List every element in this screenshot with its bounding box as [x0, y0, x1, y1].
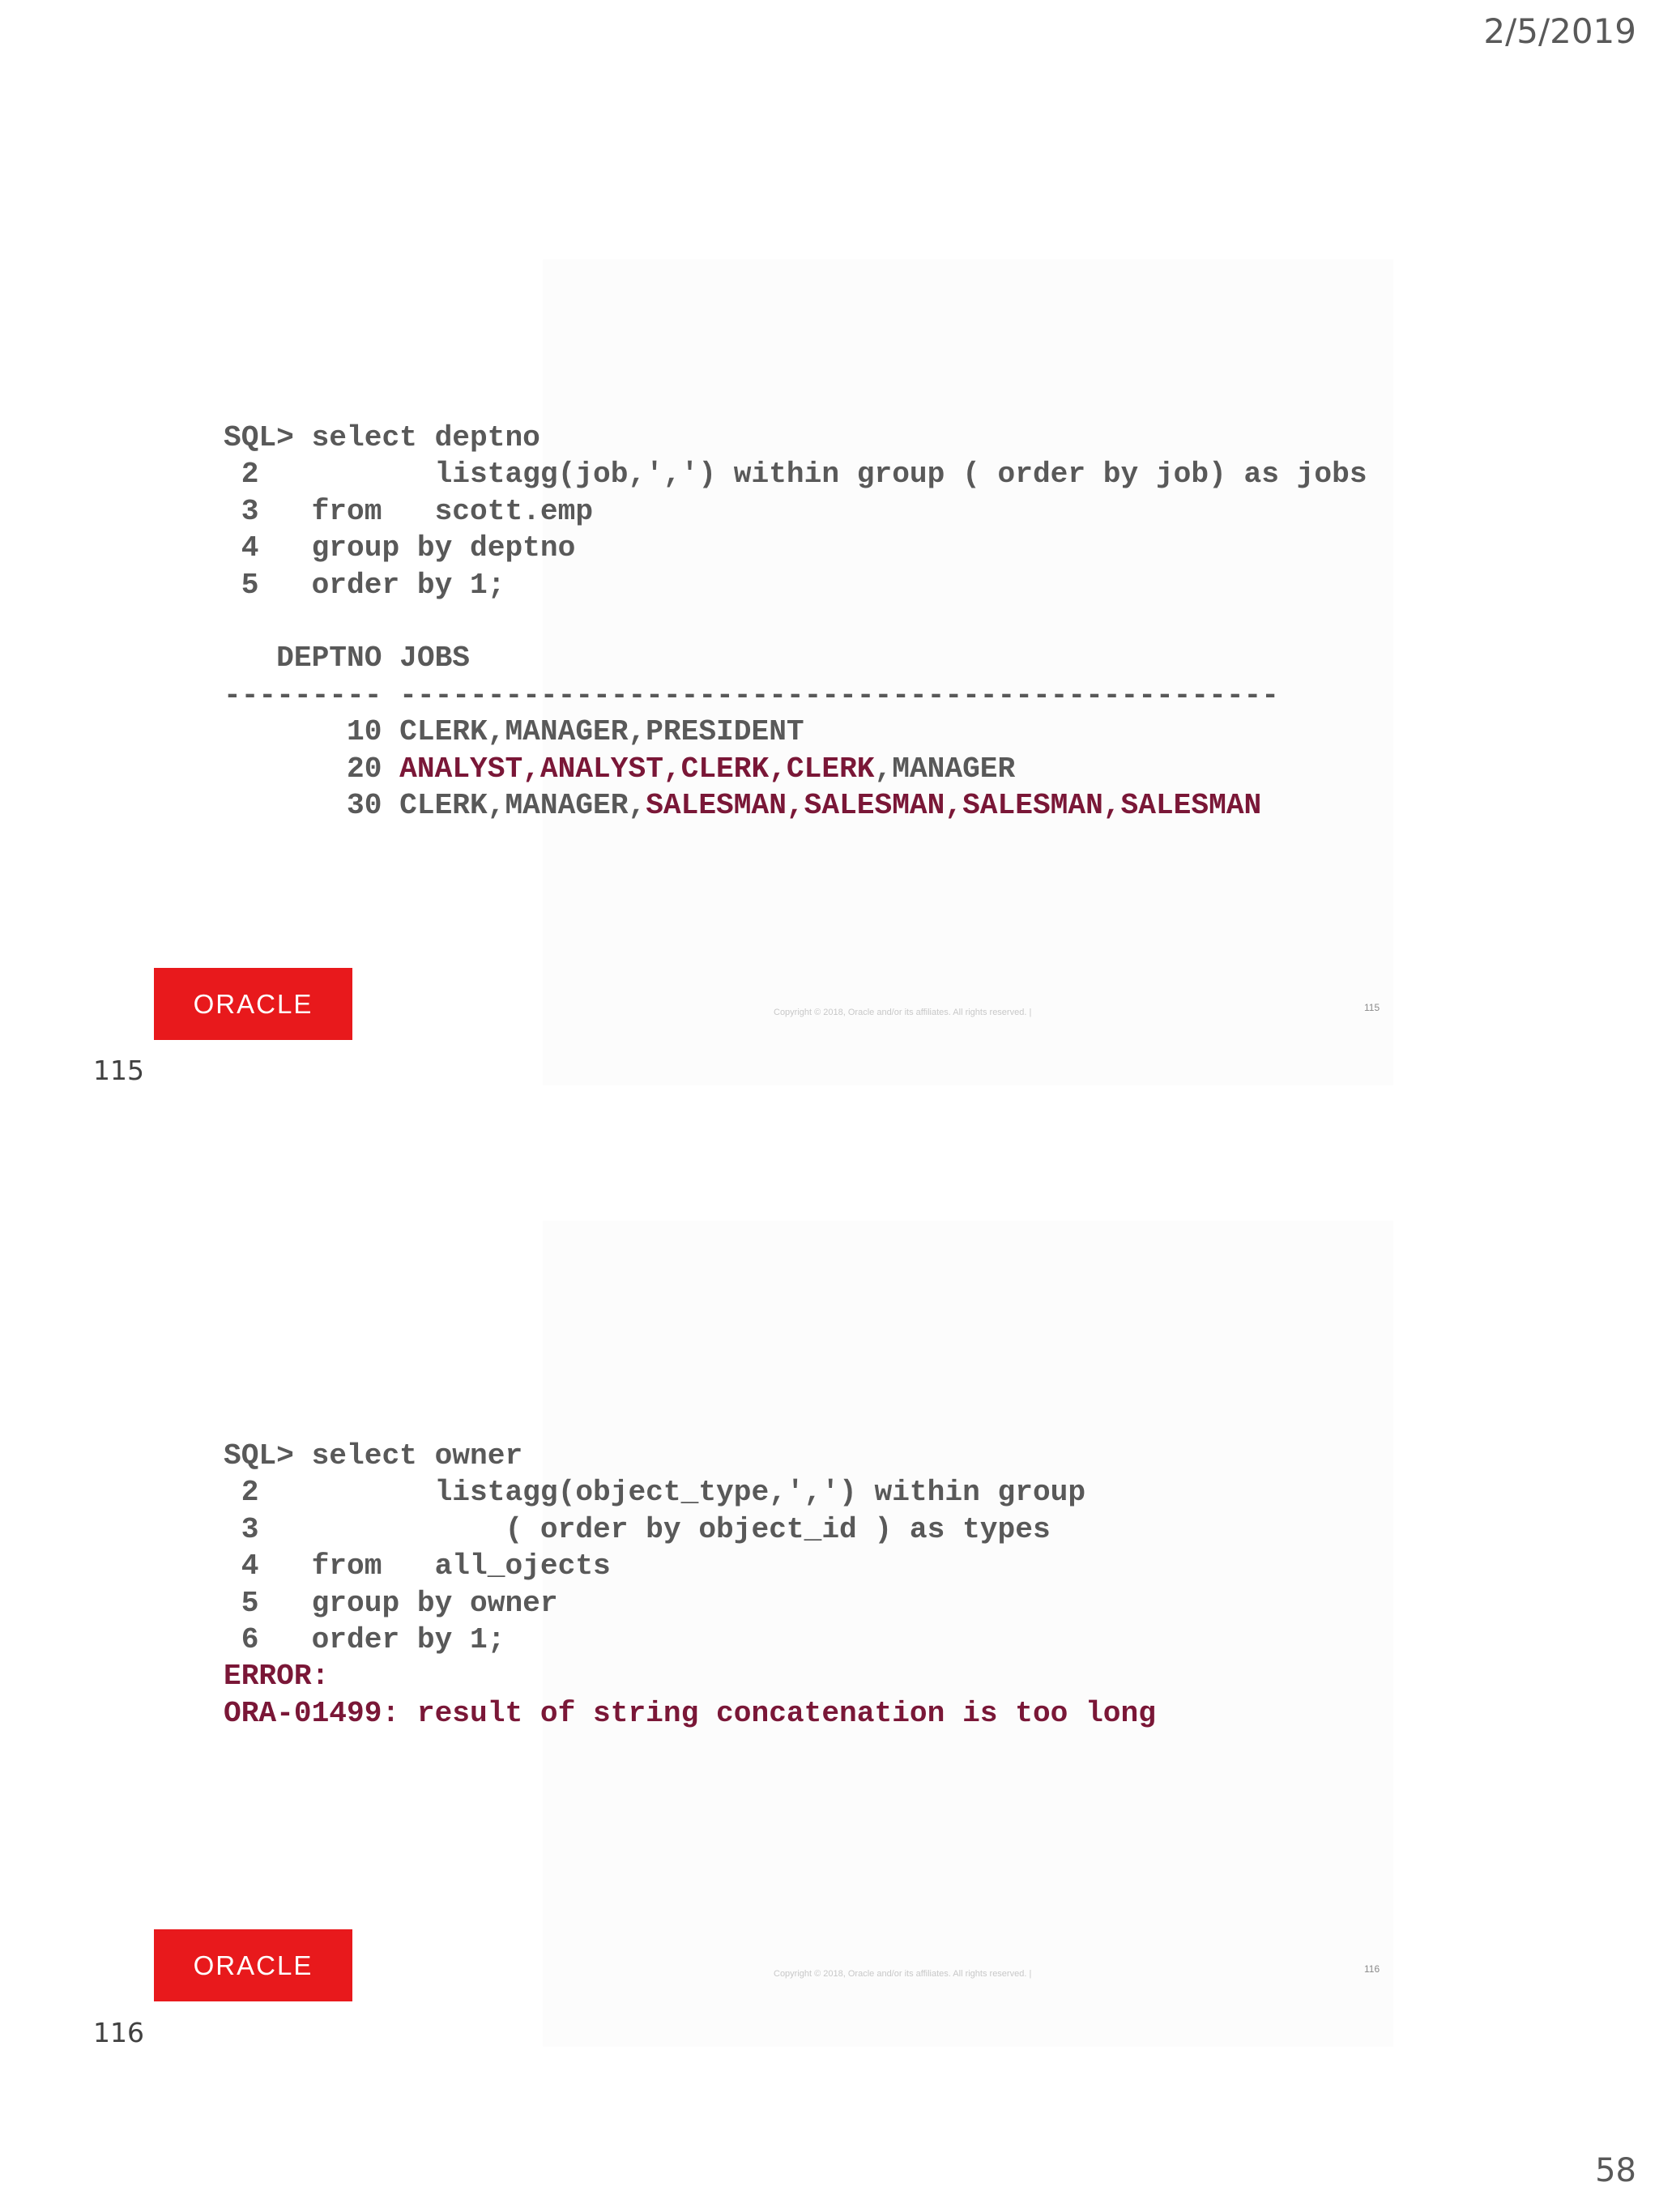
- code-text: 3 ( order by object_id ) as types: [224, 1512, 1051, 1546]
- code-line: [224, 1585, 1156, 1622]
- oracle-logo: [154, 1929, 352, 2001]
- code-line: [224, 787, 1367, 824]
- code-text: 30 CLERK,MANAGER,: [224, 788, 646, 822]
- code-highlight: SALESMAN,SALESMAN,SALESMAN,SALESMAN: [646, 788, 1262, 822]
- code-text: 5 group by owner: [224, 1586, 558, 1620]
- code-line: [224, 1438, 1156, 1474]
- code-line: [224, 420, 1367, 456]
- copyright-notice: Copyright © 2018, Oracle and/or its affiliates. All rights reserved. |: [774, 1969, 1032, 1979]
- page-number: 58: [1595, 2152, 1636, 2189]
- code-text: 4 group by deptno: [224, 531, 576, 565]
- code-line: [224, 530, 1367, 566]
- code-text: 10 CLERK,MANAGER,PRESIDENT: [224, 715, 804, 749]
- code-line: [224, 1548, 1156, 1584]
- code-text: 5 order by 1;: [224, 568, 505, 602]
- code-text: 2 listagg(object_type,',') within group: [224, 1476, 1086, 1510]
- code-line: [224, 1474, 1156, 1511]
- slide-label-116: 116: [93, 2017, 144, 2048]
- slide-label-115: 115: [93, 1055, 144, 1086]
- code-line: [224, 493, 1367, 530]
- code-text: DEPTNO JOBS: [224, 641, 471, 676]
- copyright-notice: Copyright © 2018, Oracle and/or its affiliates. All rights reserved. |: [774, 1008, 1032, 1017]
- code-line: [224, 1695, 1156, 1732]
- slide-number: 116: [1364, 1963, 1380, 1975]
- code-line: [224, 456, 1367, 492]
- code-text: SQL> select owner: [224, 1439, 523, 1473]
- oracle-logo-text: ORACLE: [193, 988, 313, 1019]
- code-text: 20: [224, 752, 400, 786]
- slide-number: 115: [1364, 1002, 1380, 1013]
- oracle-logo-text: ORACLE: [193, 1950, 313, 1980]
- code-text: --------- --------------------------------------------------: [224, 678, 1279, 712]
- code-highlight: ERROR:: [224, 1660, 330, 1694]
- page-date: 2/5/2019: [1483, 11, 1636, 51]
- sql-code-block: [224, 420, 1367, 824]
- code-text: 3 from scott.emp: [224, 494, 594, 528]
- oracle-logo: [154, 968, 352, 1040]
- slide-115: [154, 259, 1393, 1085]
- code-highlight: ANALYST,ANALYST,CLERK,CLERK: [399, 752, 875, 786]
- code-line: [224, 1658, 1156, 1694]
- code-line: [224, 677, 1367, 714]
- code-highlight: ORA-01499: result of string concatenation is too long: [224, 1696, 1156, 1730]
- code-text: SQL> select deptno: [224, 421, 540, 454]
- code-line: [224, 1511, 1156, 1548]
- slide-116: [154, 1221, 1393, 2047]
- code-text: ,MANAGER: [874, 752, 1016, 786]
- code-line: [224, 714, 1367, 750]
- sql-code-block: [224, 1438, 1156, 1732]
- code-line: [224, 1622, 1156, 1658]
- code-text: 4 from all_ojects: [224, 1549, 611, 1583]
- code-text: 6 order by 1;: [224, 1622, 505, 1656]
- code-line: [224, 603, 1367, 640]
- code-text: 2 listagg(job,',') within group ( order by job) as jobs: [224, 458, 1367, 492]
- code-line: [224, 640, 1367, 676]
- code-line: [224, 567, 1367, 603]
- code-line: [224, 751, 1367, 787]
